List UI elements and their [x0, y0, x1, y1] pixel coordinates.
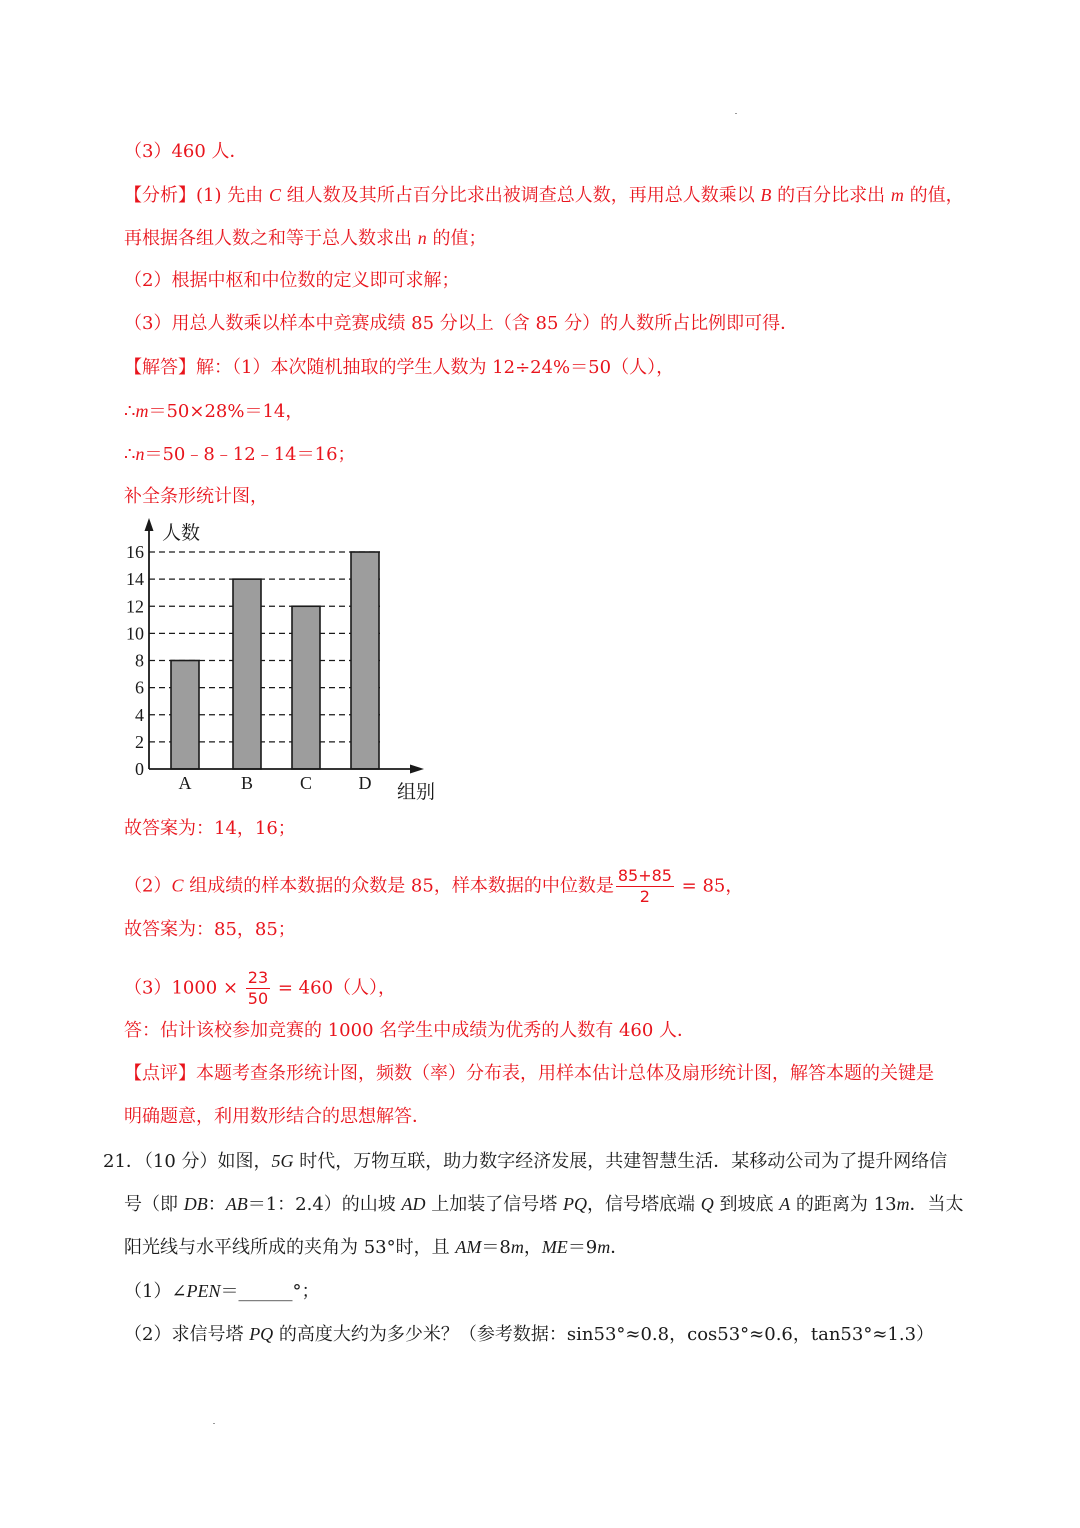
scan-speck	[213, 1423, 215, 1424]
bar-B	[233, 579, 261, 769]
y-tick-label: 6	[135, 677, 144, 698]
solution-part2: （2）C 组成绩的样本数据的众数是 85，样本数据的中位数是 $\frac{85+85}{2}$ = 85，	[124, 866, 744, 906]
bar-C	[292, 606, 320, 769]
scan-speck	[735, 113, 737, 114]
problem-21-line-1: 21．（10 分）如图，5G 时代，万物互联，助力数字经济发展，共建智慧生活．某移动公司为了提升网络信	[103, 1151, 948, 1172]
solution-m-value: ∴m＝50×28%＝14，	[124, 401, 304, 422]
bar-A	[171, 661, 199, 770]
y-axis-arrow-icon	[145, 518, 154, 531]
problem-21-line-2: 号（即 DB：AB＝1：2.4）的山坡 AD 上加装了信号塔 PQ，信号塔底端 Q 到坡底 A 的距离为 13m．当太	[124, 1194, 964, 1215]
ratio-fraction: $\frac{23}{50}$	[247, 968, 269, 1008]
complete-chart-note: 补全条形统计图，	[124, 486, 268, 507]
y-tick-label: 4	[135, 704, 144, 725]
analysis-line-3: （2）根据中枢和中位数的定义即可求解；	[124, 270, 460, 291]
x-tick-label: D	[358, 773, 372, 793]
y-tick-label: 0	[135, 759, 144, 779]
solution-n-value: ∴n＝50﹣8﹣12﹣14＝16；	[124, 444, 356, 465]
y-tick-label: 16	[126, 542, 144, 562]
analysis-line-1: 【分析】(1) 先由 C 组人数及其所占百分比求出被调查总人数，再用总人数乘以 B 的百分比求出 m 的值，	[124, 185, 964, 206]
y-tick-label: 10	[126, 623, 144, 644]
bar-D	[351, 552, 379, 769]
answer-part3: （3）460 人．	[124, 141, 248, 162]
x-tick-label: A	[178, 773, 192, 793]
bar-chart	[110, 515, 450, 810]
comment-line-1: 【点评】本题考查条形统计图，频数（率）分布表，用样本估计总体及扇形统计图，解答本题的关键是	[124, 1063, 934, 1084]
final-answer: 答：估计该校参加竞赛的 1000 名学生中成绩为优秀的人数有 460 人．	[124, 1020, 696, 1041]
comment-line-2: 明确题意，利用数形结合的思想解答．	[124, 1106, 430, 1127]
y-tick-label: 2	[135, 731, 144, 752]
analysis-line-4: （3）用总人数乘以样本中竞赛成绩 85 分以上（含 85 分）的人数所占比例即可得．	[124, 313, 799, 334]
answer-2: 故答案为：85，85；	[124, 919, 296, 940]
y-tick-label: 8	[135, 650, 144, 671]
analysis-line-2: 再根据各组人数之和等于总人数求出 n 的值；	[124, 228, 487, 249]
x-axis-arrow-icon	[410, 765, 424, 774]
y-axis-label: 人数	[162, 523, 201, 544]
problem-21-line-3: 阳光线与水平线所成的夹角为 53°时，且 AM＝8m，ME＝9m．	[124, 1237, 629, 1258]
problem-21-question-2: （2）求信号塔 PQ 的高度大约为多少米？（参考数据：sin53°≈0.8，cos53°≈0.6，tan53°≈1.3）	[124, 1324, 935, 1345]
x-tick-label: C	[299, 773, 313, 793]
x-tick-label: B	[240, 773, 254, 793]
answer-blank[interactable]: ______	[238, 1281, 293, 1302]
answer-1: 故答案为：14，16；	[124, 818, 296, 839]
y-tick-label: 14	[126, 569, 144, 590]
problem-21-question-1: （1）∠PEN＝______°；	[124, 1281, 320, 1302]
median-fraction: $\frac{85+85}{2}$	[617, 866, 672, 906]
solution-part3: （3）1000 × $\frac{23}{50}$ = 460（人），	[124, 968, 397, 1008]
solution-line-1: 【解答】解：（1）本次随机抽取的学生人数为 12÷24%＝50（人），	[124, 357, 675, 378]
y-tick-label: 12	[126, 596, 144, 617]
x-axis-label: 组别	[397, 782, 436, 803]
